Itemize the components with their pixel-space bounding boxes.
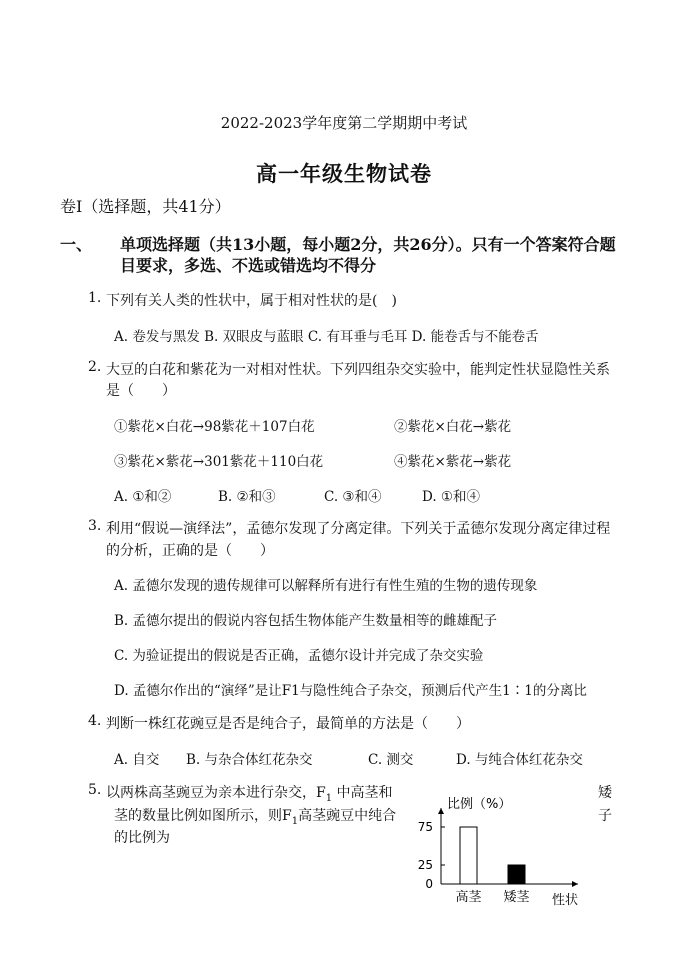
q3-option-d: D. 孟德尔作出的“演绎”是让F1与隐性纯合子杂交，预测后代产生1∶1的分离比 [114,683,587,699]
q3-stem-line2: 的分析，正确的是（ ） [106,543,274,559]
q3-number: 3. [88,518,102,534]
q2-number: 2. [88,359,102,375]
q3-stem-line1: 利用“假说—演绎法”，孟德尔发现了分离定律。下列关于孟德尔发现分离定律过程 [106,521,611,537]
q2-stem-line1: 大豆的白花和紫花为一对相对性状。下列四组杂交实验中，能判定性状显隐性关系 [106,362,610,378]
q3-option-a: A. 孟德尔发现的遗传规律可以解释所有进行有性生殖的生物的遗传现象 [114,578,538,594]
q1-options: A. 卷发与黑发 B. 双眼皮与蓝眼 C. 有耳垂与毛耳 D. 能卷舌与不能卷舌 [114,329,539,345]
y-tick-label: 0 [425,877,433,891]
q2-cross-1: ①紫花×白花→98紫花＋107白花 [114,419,315,435]
q4-option-c: C. 测交 [368,752,414,768]
section-instructions-line1: 单项选择题（共13小题，每小题2分，共26分）。只有一个答案符合题 [120,235,616,254]
q5-stem-line1 [106,782,393,804]
q3-option-b: B. 孟德尔提出的假说内容包括生物体能产生数量相等的雌雄配子 [114,613,498,629]
q1-number: 1. [88,290,102,306]
q2-cross-2: ②紫花×白花→紫花 [394,419,512,435]
q5-subscript-2: 1 [291,815,299,827]
q5-stem-tail-2: 子 [598,808,612,824]
x-category-label: 高茎 [455,890,482,905]
exam-title: 2022-2023学年度第二学期期中考试 [220,114,468,132]
q5-stem-line3: 的比例为 [114,830,170,846]
section-number: 一、 [60,235,93,254]
q4-number: 4. [88,713,102,729]
q2-cross-3: ③紫花×紫花→301紫花＋110白花 [114,454,324,470]
q2-option-d: D. ①和④ [422,489,481,505]
bar [508,865,525,884]
q5-stem-line1-text: 以两株高茎豌豆为亲本进行杂交，F [106,785,326,801]
bar [460,827,477,884]
q2-option-b: B. ②和③ [218,489,276,505]
q4-stem: 判断一株红花豌豆是否是纯合子，最简单的方法是（ ） [106,716,470,732]
q5-stem-line2-tail: 高茎豌豆中纯合 [298,808,397,824]
q5-stem-line2-text: 茎的数量比例如图所示，则F [114,808,292,824]
q4-option-d: D. 与纯合体红花杂交 [456,752,583,768]
y-axis-label: 比例（%） [447,797,512,812]
q3-option-c: C. 为验证提出的假说是否正确，孟德尔设计并完成了杂交实验 [114,648,484,664]
q1-stem: 下列有关人类的性状中，属于相对性状的是( ) [106,293,397,309]
q4-option-a: A. 自交 [114,752,160,768]
x-axis-label: 性状 [551,893,579,908]
q2-cross-4: ④紫花×紫花→紫花 [394,454,512,470]
section-instructions-line2: 目要求，多选、不选或错选均不得分 [120,256,377,275]
x-axis-arrow [572,881,578,887]
y-tick-label: 25 [417,858,433,872]
q5-stem-tail-1: 矮 [598,785,612,801]
y-tick-label: 75 [417,820,433,834]
q2-stem-line2: 是（ ） [106,383,176,399]
x-category-label: 矮茎 [503,890,530,905]
part-label: 卷Ⅰ（选择题，共41分） [60,197,231,216]
q2-option-c: C. ③和④ [324,489,382,505]
q2-option-a: A. ①和② [114,489,172,505]
q5-number: 5. [88,782,102,798]
y-axis-arrow [438,808,444,814]
paper-title: 高一年级生物试卷 [256,161,432,186]
q4-option-b: B. 与杂合体红花杂交 [186,752,313,768]
q5-stem-line2 [114,805,396,827]
q5-stem-line1-tail: 中高茎和 [332,785,393,801]
q5-subscript-1: 1 [325,792,333,804]
